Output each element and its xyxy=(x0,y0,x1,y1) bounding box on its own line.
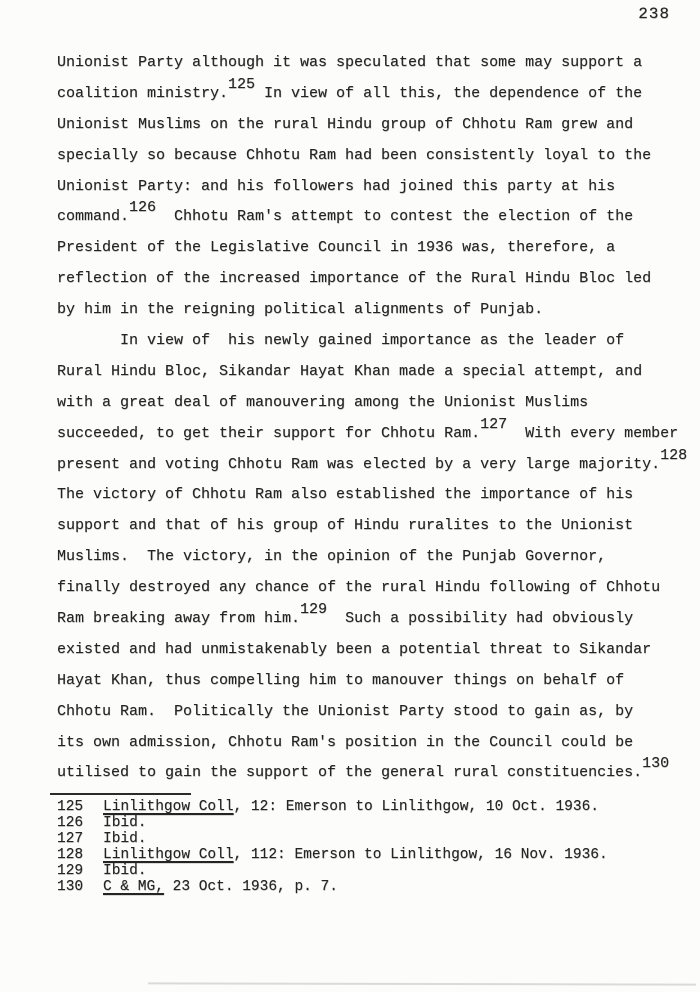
text-segment: Ibid. xyxy=(103,830,147,847)
footnote-ref: 129 xyxy=(300,601,328,619)
text-segment: specially so because Chhotu Ram had been consistently loyal to the xyxy=(57,146,652,164)
body-line xyxy=(57,172,700,203)
text-segment: Rural Hindu Bloc, Sikandar Hayat Khan made a special attempt, and xyxy=(57,362,643,380)
text-segment: Muslims. The victory, in the opinion of the Punjab Governor, xyxy=(57,548,607,566)
footnote-number: 129 xyxy=(57,862,84,879)
text-segment: 23 Oct. 1936, p. 7. xyxy=(163,878,338,895)
underlined-citation: Linlithgow Coll xyxy=(103,846,234,863)
body-line xyxy=(57,697,700,728)
underlined-citation: C & MG, xyxy=(103,878,164,895)
text-segment: coalition ministry. xyxy=(57,84,229,102)
text-segment: Ibid. xyxy=(103,814,147,831)
text-segment: , 112: Emerson to Linlithgow, 16 Nov. 1936. xyxy=(233,846,608,863)
text-segment: Unionist Muslims on the rural Hindu group of Chhotu Ram grew and xyxy=(57,115,634,133)
footnote-number: 127 xyxy=(57,830,84,847)
text-segment: Chhotu Ram's attempt to contest the election of the xyxy=(156,208,634,226)
text-segment: Unionist Party: and his followers had joined this party at his xyxy=(57,177,616,195)
text-segment: utilised to gain the support of the general rural constituencies. xyxy=(57,764,643,782)
body-line xyxy=(57,75,700,110)
footnote-number: 126 xyxy=(57,814,84,831)
body-line xyxy=(57,388,700,419)
text-segment: Unionist Party although it was speculated that some may support a xyxy=(57,54,643,71)
footnote-text xyxy=(103,800,599,816)
footnote-row xyxy=(57,832,677,848)
text-segment: reflection of the increased importance of the Rural Hindu Bloc led xyxy=(57,270,652,288)
body-line xyxy=(57,728,700,759)
footnote-text xyxy=(103,864,147,880)
footnote-row xyxy=(57,800,677,816)
body-line xyxy=(57,110,700,141)
body-line xyxy=(57,199,700,233)
footnote-row xyxy=(57,880,677,896)
text-segment: In view of his newly gained importance as the leader of xyxy=(57,332,625,350)
body-line xyxy=(57,666,700,697)
body-line xyxy=(57,415,700,450)
text-segment: Ibid. xyxy=(103,862,147,879)
text-segment: , 12: Emerson to Linlithgow, 10 Oct. 1936. xyxy=(233,799,599,815)
footnote-ref: 125 xyxy=(228,75,256,93)
body-line xyxy=(57,573,700,604)
body-line xyxy=(57,326,700,357)
text-segment: support and that of his group of Hindu ruralites to the Unionist xyxy=(57,517,634,535)
footnote-text xyxy=(103,880,338,896)
text-segment: President of the Legislative Council in 1936 was, therefore, a xyxy=(57,239,616,257)
body-line xyxy=(57,480,700,511)
body-line xyxy=(57,511,700,542)
text-segment: finally destroyed any chance of the rural Hindu following of Chhotu xyxy=(57,579,661,597)
footnote-text xyxy=(103,848,608,864)
text-segment: with a great deal of manouvering among the Unionist Muslims xyxy=(57,393,589,411)
footnote-row xyxy=(57,816,677,832)
text-segment: In view of all this, the dependence of the xyxy=(255,84,643,102)
text-segment: Ram breaking away from him. xyxy=(57,610,301,628)
footnote-separator xyxy=(50,793,191,795)
footnote-number: 125 xyxy=(57,799,84,815)
text-segment: existed and had unmistakenably been a potential threat to Sikandar xyxy=(57,640,652,658)
footnote-number: 128 xyxy=(57,846,84,863)
body-line xyxy=(57,446,700,481)
underlined-citation: Linlithgow Coll xyxy=(103,799,234,815)
text-segment: its own admission, Chhotu Ram's position in the Council could be xyxy=(57,733,634,751)
text-segment: Hayat Khan, thus compelling him to manouver things on behalf of xyxy=(57,671,625,689)
page-number: 238 xyxy=(638,5,670,23)
footnote-text xyxy=(103,816,147,832)
footnote-ref: 130 xyxy=(642,755,670,773)
text-segment: Such a possibility had obviously xyxy=(327,610,634,628)
text-segment: by him in the reigning political alignments of Punjab. xyxy=(57,301,544,319)
text-segment: present and voting Chhotu Ram was elected by a very large majority. xyxy=(57,455,661,473)
body-line xyxy=(57,48,700,79)
footnote-ref: 128 xyxy=(660,446,688,464)
footnote-number: 130 xyxy=(57,878,84,895)
text-segment: command. xyxy=(57,208,130,226)
body-line xyxy=(57,141,700,172)
footnote-row xyxy=(57,864,677,880)
footnotes xyxy=(57,800,677,895)
footnote-ref: 127 xyxy=(480,415,508,433)
body-line xyxy=(57,295,700,326)
body-line xyxy=(57,542,700,573)
text-segment: The victory of Chhotu Ram also established the importance of his xyxy=(57,486,634,504)
text-segment: Chhotu Ram. Politically the Unionist Party stood to gain as, by xyxy=(57,702,634,720)
body-line xyxy=(57,755,700,789)
body-line xyxy=(57,601,700,635)
body-text xyxy=(57,48,700,789)
footnote-ref: 126 xyxy=(129,199,157,217)
body-line xyxy=(57,635,700,666)
text-segment: With every member xyxy=(507,424,679,442)
text-segment: succeeded, to get their support for Chhotu Ram. xyxy=(57,424,481,442)
body-line xyxy=(57,357,700,388)
scan-edge-artifact xyxy=(148,982,696,985)
footnote-text xyxy=(103,832,147,848)
body-line xyxy=(57,233,700,264)
footnote-row xyxy=(57,848,677,864)
body-line xyxy=(57,264,700,295)
